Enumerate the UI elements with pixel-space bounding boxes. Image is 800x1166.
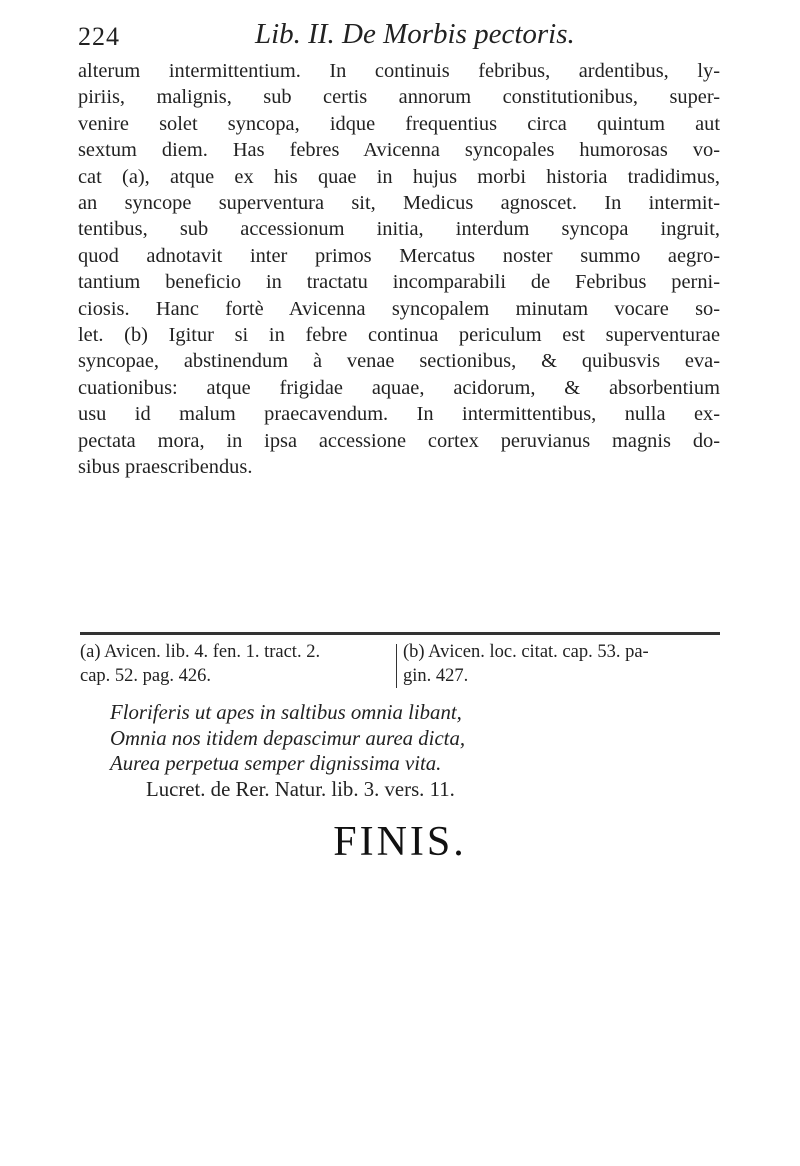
footnote-rule [80,632,720,635]
page-number: 224 [78,22,120,51]
text-line: usu id malum praecavendum. In intermittentibus, nulla ex- [78,403,720,426]
verse-line-1: Floriferis ut apes in saltibus omnia libant, [110,701,462,724]
footnote-a [80,640,394,688]
text-line: piriis, malignis, sub certis annorum constitutionibus, super- [78,86,720,109]
text-line: sibus praescribendus. [78,456,253,479]
text-line: tentibus, sub accessionum initia, interdum syncopa ingruit, [78,218,720,241]
footnote-b-line-2: gin. 427. [403,666,469,686]
verse-line-2: Omnia nos itidem depascimur aurea dicta, [110,726,466,750]
text-line: tantium beneficio in tractatu incomparabili de Febribus perni- [78,271,720,294]
text-line: syncopae, abstinendum à venae sectionibus, & quibusvis eva- [78,350,720,373]
closing-verse [110,700,710,802]
footnote-b-line-1: (b) Avicen. loc. citat. cap. 53. pa- [403,642,649,662]
main-paragraph [78,58,720,481]
footnote-b [403,640,723,688]
finis-heading: FINIS. [333,819,467,865]
text-line: ciosis. Hanc fortè Avicenna syncopalem minutam vocare so- [78,297,720,320]
running-title: Lib. II. De Morbis pectoris. [255,18,575,50]
footnote-divider [396,644,397,688]
text-line: sextum diem. Has febres Avicenna syncopales humorosas vo- [78,139,720,162]
verse-source: Lucret. de Rer. Natur. lib. 3. vers. 11. [146,777,455,801]
text-line: quod adnotavit inter primos Mercatus noster summo aegro- [78,244,720,267]
footnote-a-line-2: cap. 52. pag. 426. [80,666,212,686]
verse-line-3: Aurea perpetua semper dignissima vita. [110,752,442,775]
text-line: an syncope superventura sit, Medicus agnoscet. In intermit- [78,192,720,215]
text-line: cuationibus: atque frigidae aquae, acidorum, & absorbentium [78,376,720,399]
text-line: pectata mora, in ipsa accessione cortex peruvianus magnis do- [78,429,720,452]
text-line: let. (b) Igitur si in febre continua periculum est superventurae [78,324,720,347]
text-line: cat (a), atque ex his quae in hujus morbi historia tradidimus, [78,165,720,188]
text-line: alterum intermittentium. In continuis febribus, ardentibus, ly- [78,60,720,82]
page-header [70,18,730,58]
text-line: venire solet syncopa, idque frequentius circa quintum aut [78,112,720,135]
footnote-a-line-1: (a) Avicen. lib. 4. fen. 1. tract. 2. [80,642,321,662]
